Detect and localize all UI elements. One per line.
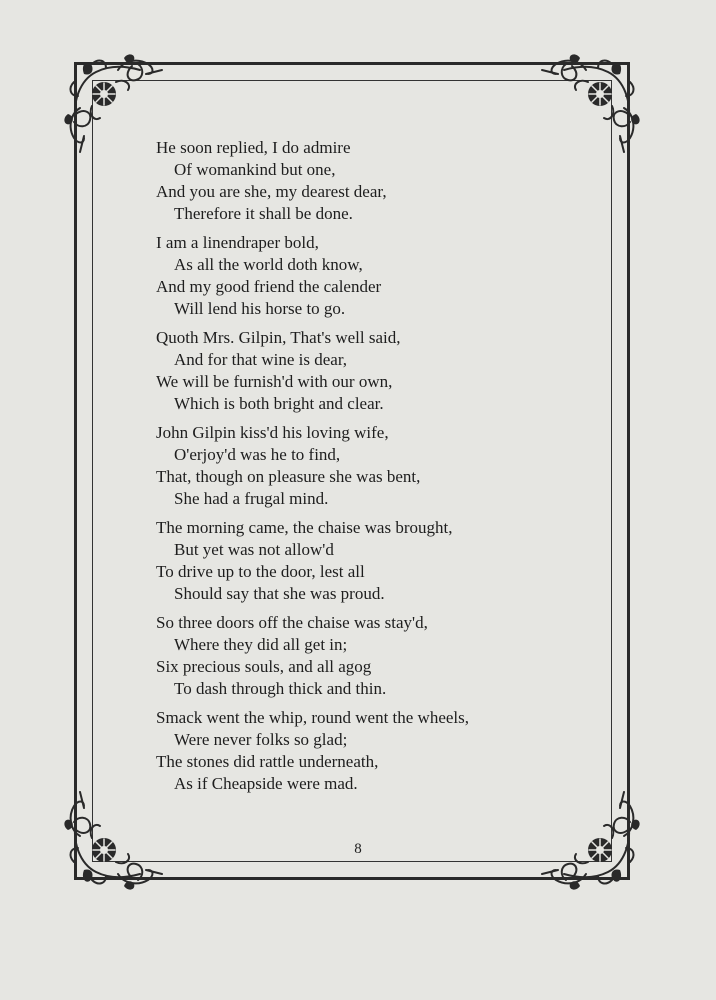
poem-line: Smack went the whip, round went the wheels, [156, 708, 470, 727]
stanza [156, 137, 556, 225]
poem-line: John Gilpin kiss'd his loving wife, [156, 423, 389, 442]
stanza [156, 327, 556, 415]
poem-line: And for that wine is dear, [174, 350, 348, 369]
poem-line: As if Cheapside were mad. [174, 774, 358, 793]
page-number: 8 [354, 841, 362, 857]
stanza [156, 612, 556, 700]
poem-line: O'erjoy'd was he to find, [174, 445, 341, 464]
poem-line: And my good friend the calender [156, 277, 382, 296]
stanza [156, 422, 556, 510]
poem-line: Were never folks so glad; [174, 730, 348, 749]
poem-line: To drive up to the door, lest all [156, 562, 365, 581]
poem-line: The stones did rattle underneath, [156, 752, 379, 771]
corner-ornament-bottom-left-icon [62, 788, 166, 892]
poem-line: Where they did all get in; [174, 635, 348, 654]
poem-line: He soon replied, I do admire [156, 138, 351, 157]
corner-ornament-top-left-icon [62, 52, 166, 156]
poem-line: To dash through thick and thin. [174, 679, 387, 698]
poem-line: Of womankind but one, [174, 160, 336, 179]
corner-ornament-bottom-right-icon [538, 788, 642, 892]
stanza [156, 707, 556, 795]
poem-line: So three doors off the chaise was stay'd, [156, 613, 428, 632]
poem-line: Will lend his horse to go. [174, 299, 346, 318]
poem-line: Quoth Mrs. Gilpin, That's well said, [156, 328, 401, 347]
poem-line: Which is both bright and clear. [174, 394, 384, 413]
poem-line: That, though on pleasure she was bent, [156, 467, 421, 486]
poem-line: She had a frugal mind. [174, 489, 329, 508]
poem-line: As all the world doth know, [174, 255, 363, 274]
stanza [156, 232, 556, 320]
poem-line: Therefore it shall be done. [174, 204, 353, 223]
poem-line: The morning came, the chaise was brought, [156, 518, 453, 537]
poem-line: Six precious souls, and all agog [156, 657, 372, 676]
poem-line: And you are she, my dearest dear, [156, 182, 387, 201]
poem-line: I am a linendraper bold, [156, 233, 319, 252]
stanza [156, 517, 556, 605]
poem-text [156, 137, 556, 802]
poem-line: But yet was not allow'd [174, 540, 334, 559]
poem-line: We will be furnish'd with our own, [156, 372, 393, 391]
poem-line: Should say that she was proud. [174, 584, 385, 603]
